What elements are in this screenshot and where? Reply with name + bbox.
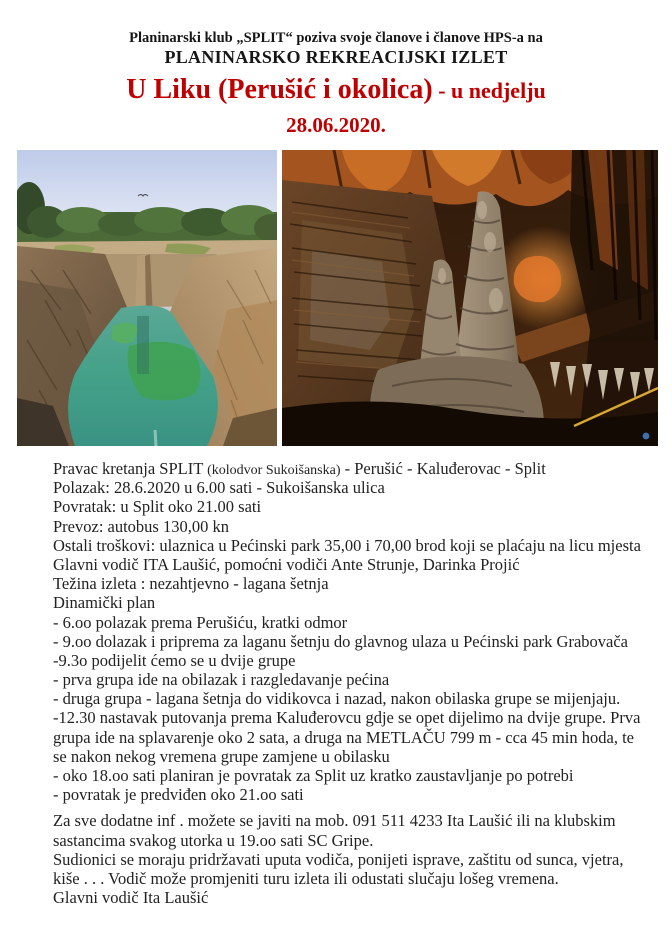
- event-title-main: U Liku (Perušić i okolica): [126, 74, 433, 105]
- cave-photo: [282, 150, 658, 446]
- body-line: Polazak: 28.6.2020 u 6.00 sati - Sukoišanska ulica: [53, 478, 385, 498]
- trip-details: [53, 459, 653, 907]
- event-type-line: PLANINARSKO REKREACIJSKI IZLET: [164, 47, 508, 67]
- notes-line: kiše . . . Vodič može promjeniti turu izleta ili odustati slučaju lošeg vremena.: [53, 868, 559, 888]
- body-line: Težina izleta : nezahtjevno - lagana šetnja: [53, 574, 329, 594]
- event-date: 28.06.2020.: [286, 113, 386, 137]
- body-line: grupa ide na splavarenje oko 2 sata, a druga na METLAČU 799 m - cca 45 min hoda, te: [53, 727, 634, 747]
- canyon-lake-photo: [17, 150, 277, 446]
- body-line: -9.3o podijelit ćemo se u dvije grupe: [53, 650, 296, 670]
- contact-line: Za sve dodatne inf . možete se javiti na mob. 091 511 4233 Ita Laušić ili na klubskim: [53, 811, 616, 831]
- flyer-header: [0, 29, 672, 138]
- body-line: se nakon nekog vremena grupe zamjene u obilasku: [53, 746, 390, 766]
- body-line: - oko 18.oo sati planiran je povratak za Split uz kratko zaustavljanje po potrebi: [53, 766, 574, 785]
- body-line: Glavni vodič ITA Laušić, pomoćni vodiči Ante Strunje, Darinka Projić: [53, 554, 520, 574]
- body-line: Povratak: u Split oko 21.00 sati: [53, 497, 262, 517]
- photo-strip: [17, 150, 658, 446]
- club-invitation-line: Planinarski klub „SPLIT“ poziva svoje članove i članove HPS-a na: [129, 30, 543, 46]
- body-line: - druga grupa - lagana šetnja do vidikovca i nazad, nakon obilaska grupe se mijenjaju.: [53, 689, 621, 709]
- body-line: - prva grupa ide na obilazak i razgledavanje pećina: [53, 670, 390, 690]
- paragraph-gap: [53, 804, 653, 811]
- body-line: - 6.oo polazak prema Perušiću, kratki odmor: [53, 612, 348, 632]
- body-line-route: Pravac kretanja SPLIT (kolodvor Sukoišanska) - Perušić - Kaluđerovac - Split: [53, 459, 546, 478]
- event-title: [0, 72, 672, 112]
- body-line: - 9.oo dolazak i priprema za laganu šetnju do glavnog ulaza u Pećinski park Grabovača: [53, 631, 629, 651]
- body-line: Ostali troškovi: ulaznica u Pećinski park 35,00 i 70,00 brod koji se plaćaju na licu mjesta: [53, 535, 641, 555]
- signature-line: Glavni vodič Ita Laušić: [53, 888, 209, 908]
- contact-line: sastancima svakog utorka u 19.oo sati SC Gripe.: [53, 830, 374, 850]
- body-line: - povratak je predviđen oko 21.oo sati: [53, 785, 304, 805]
- body-line: Dinamički plan: [53, 593, 156, 613]
- event-title-suffix: - u nedjelju: [432, 78, 546, 103]
- notes-line: Sudionici se moraju pridržavati uputa vodiča, ponijeti isprave, zaštitu od sunca, vjetra,: [53, 849, 624, 869]
- body-line: -12.30 nastavak putovanja prema Kaluđerovcu gdje se opet dijelimo na dvije grupe. Prva: [53, 708, 641, 728]
- body-line: Prevoz: autobus 130,00 kn: [53, 516, 229, 536]
